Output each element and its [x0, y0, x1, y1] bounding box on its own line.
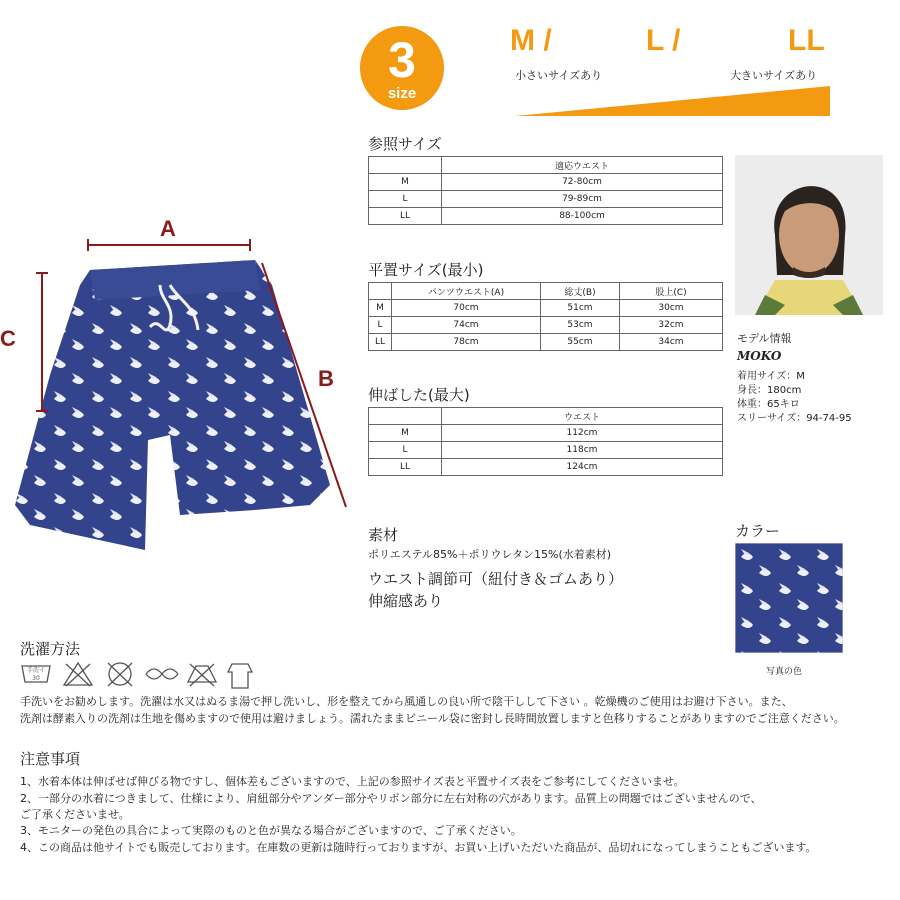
table-cell: M — [369, 425, 442, 442]
flat-size-table — [368, 282, 723, 351]
wash-title: 洗濯方法 — [20, 640, 81, 658]
table-cell: LL — [369, 208, 442, 225]
hand-wash-label: 手洗イ — [26, 667, 46, 674]
dimension-a-label: A — [160, 216, 176, 241]
table-row — [369, 208, 723, 225]
table-cell: 124cm — [442, 459, 723, 476]
dimension-c-label: C — [0, 326, 16, 351]
size-badge — [360, 26, 444, 110]
caution-item: 2、一部分の水着につきまして、仕様により、肩紐部分やアンダー部分やリボン部分に左右対称の穴があります。品質上の問題ではございませんので、 — [20, 792, 762, 805]
table-cell: 70cm — [392, 300, 541, 317]
table-cell: 88-100cm — [442, 208, 723, 225]
material-composition: ポリエステル85%＋ポリウレタン15%(水着素材) — [368, 548, 612, 561]
shorts-product-image — [10, 215, 355, 555]
table-cell: LL — [369, 459, 442, 476]
small-size-note: 小さいサイズあり — [515, 69, 603, 82]
hang-dry-icon — [228, 664, 252, 688]
table-cell: 55cm — [541, 334, 620, 351]
size-scale-wedge — [515, 86, 830, 118]
caution-title: 注意事項 — [20, 750, 81, 768]
table-row — [369, 174, 723, 191]
table-cell: L — [369, 191, 442, 208]
model-measurements: スリーサイズ：94-74-95 — [737, 413, 852, 424]
table-row — [369, 317, 723, 334]
table-cell: ウエスト — [442, 408, 723, 425]
material-title: 素材 — [368, 526, 399, 544]
wash-instructions-line1: 手洗いをお勧めします。洗濯は水又はぬるま湯で押し洗いし、形を整えてから風通しの良い所で陰干しして下さい 。乾燥機のご使用はお避け下さい。また、 — [20, 695, 793, 708]
table-row — [369, 425, 723, 442]
model-info-heading: モデル情報 — [737, 332, 792, 345]
color-caption: 写真の色 — [766, 667, 803, 677]
table-cell — [369, 283, 392, 300]
table-cell: 32cm — [620, 317, 723, 334]
table-header-row — [369, 408, 723, 425]
table-cell: 112cm — [442, 425, 723, 442]
table-cell: 74cm — [392, 317, 541, 334]
table-cell: 79-89cm — [442, 191, 723, 208]
table-cell — [369, 157, 442, 174]
size-m-label: M / — [510, 24, 552, 57]
table-cell: M — [369, 174, 442, 191]
table-cell: 30cm — [620, 300, 723, 317]
flat-size-title: 平置サイズ(最小) — [368, 261, 484, 279]
table-cell: LL — [369, 334, 392, 351]
size-count: 3 — [388, 32, 416, 88]
caution-item: ご了承くださいませ。 — [20, 808, 130, 821]
size-ll-label: LL — [788, 24, 825, 57]
table-cell: M — [369, 300, 392, 317]
hand-wash-icon — [22, 666, 50, 682]
caution-item: 4、この商品は他サイトでも販売しております。在庫数の更新は随時行っておりますが、お買い上げいただいた商品が、品切れになってしまうこともございます。 — [20, 841, 817, 854]
large-size-note: 大きいサイズあり — [730, 69, 818, 82]
model-photo — [735, 155, 883, 315]
no-tumble-dry-icon — [188, 664, 216, 686]
stretch-size-title: 伸ばした(最大) — [368, 386, 470, 404]
size-l-label: L / — [646, 24, 681, 57]
table-cell: 118cm — [442, 442, 723, 459]
material-feature-adjustable: ウエスト調節可（紐付き＆ゴムあり） — [368, 570, 624, 588]
table-cell: 総丈(B) — [541, 283, 620, 300]
table-cell: パンツウエスト(A) — [392, 283, 541, 300]
color-swatch — [735, 543, 843, 653]
ref-size-table — [368, 156, 723, 225]
table-cell: L — [369, 317, 392, 334]
material-feature-stretch: 伸縮感あり — [368, 592, 444, 610]
no-machine-icon — [108, 663, 132, 686]
table-cell: 股上(C) — [620, 283, 723, 300]
table-header-row — [369, 283, 723, 300]
model-weight: 体重：65キロ — [737, 399, 800, 410]
wash-instructions-line2: 洗剤は酵素入りの洗剤は生地を傷めますので使用は避けましょう。濡れたままビニール袋に密封し長時間放置しますと色移りすることがありますのでご注意ください。 — [20, 712, 845, 725]
table-cell: L — [369, 442, 442, 459]
caution-item: 3、モニターの発色の具合によって実際のものと色が異なる場合がございますので、ご了承ください。 — [20, 824, 522, 837]
table-row — [369, 459, 723, 476]
table-cell: 53cm — [541, 317, 620, 334]
table-cell — [369, 408, 442, 425]
table-cell: 51cm — [541, 300, 620, 317]
model-height: 身長：180cm — [737, 385, 802, 396]
color-title: カラー — [735, 522, 781, 540]
hand-wash-temp: 30 — [32, 675, 40, 682]
caution-item: 1、水着本体は伸ばせば伸びる物ですし、個体差もございますので、上記の参照サイズ表と平置サイズ表をご参考にしてくださいませ。 — [20, 775, 685, 788]
stretch-size-table — [368, 407, 723, 476]
table-cell: 適応ウエスト — [442, 157, 723, 174]
table-header-row — [369, 157, 723, 174]
ref-size-title: 参照サイズ — [368, 135, 442, 153]
table-cell: 72-80cm — [442, 174, 723, 191]
table-row — [369, 334, 723, 351]
table-cell: 34cm — [620, 334, 723, 351]
dimension-b-label: B — [318, 366, 334, 391]
table-row — [369, 442, 723, 459]
table-row — [369, 191, 723, 208]
table-cell: 78cm — [392, 334, 541, 351]
no-bleach-icon — [64, 663, 92, 686]
table-row — [369, 300, 723, 317]
model-name: MOKO — [737, 349, 782, 363]
size-label: size — [387, 85, 417, 102]
wash-icons — [20, 660, 256, 690]
twist-icon — [146, 669, 178, 679]
model-size: 着用サイズ：M — [737, 371, 805, 382]
